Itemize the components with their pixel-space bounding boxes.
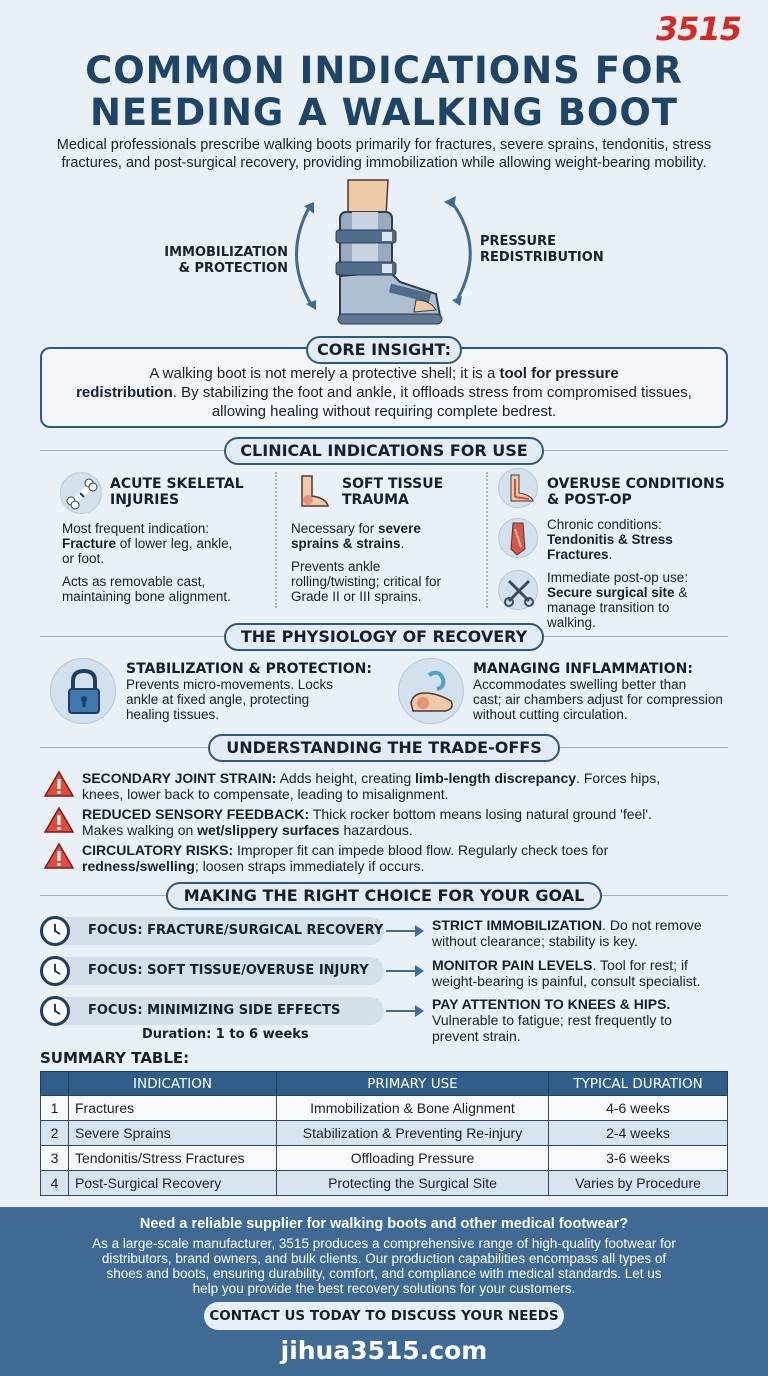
- page-title: [0, 50, 768, 134]
- tradeoff-2-text: Thick rocker bottom means losing natural ground 'feel'.: [309, 806, 652, 822]
- skeletal-title-1: ACUTE SKELETAL: [110, 476, 244, 492]
- arrow-icon: [386, 970, 422, 972]
- duration-note: Duration: 1 to 6 weeks: [142, 1027, 309, 1042]
- curved-arrow-icon: [296, 202, 316, 310]
- tradeoff-2-line-2c: hazardous.: [339, 822, 413, 838]
- intro-line-2: fractures, and post-surgical recovery, providing immobilization while allowing weight-bearing mobility.: [61, 155, 707, 171]
- bone-icon: [60, 472, 102, 514]
- tradeoff-item: [82, 806, 752, 838]
- soft-p1c: sprains & strains: [291, 536, 401, 551]
- overuse-p2c: &: [674, 585, 688, 600]
- tradeoff-3-text: Improper fit can impede blood flow. Regularly check toes for: [233, 842, 609, 858]
- table-cell: Tendonitis/Stress Fractures: [69, 1146, 277, 1171]
- advice-1-text: . Do not remove: [602, 917, 702, 933]
- tradeoff-3-title: CIRCULATORY RISKS:: [82, 842, 234, 858]
- column-separator: [275, 472, 277, 608]
- soft-p2b: rolling/twisting; critical for: [291, 574, 442, 589]
- column-header: [41, 1072, 69, 1096]
- focus-advice: [432, 996, 752, 1044]
- table-cell: 1: [41, 1096, 69, 1121]
- footer-heading: Need a reliable supplier for walking boots and other medical footwear?: [139, 1216, 629, 1232]
- overuse-p1c: Fractures: [547, 547, 609, 562]
- title-line-1: COMMON INDICATIONS FOR: [85, 49, 683, 92]
- soft-p1b: severe: [378, 521, 421, 536]
- stabilization-block: [126, 661, 396, 722]
- immobilization-label: [162, 245, 288, 277]
- soft-p2a: Prevents ankle: [291, 559, 381, 574]
- column-header: INDICATION: [69, 1072, 277, 1096]
- table-cell: 3: [41, 1146, 69, 1171]
- soft-p1d: .: [400, 536, 405, 551]
- inflammation-title: MANAGING INFLAMMATION:: [473, 661, 693, 677]
- core-text-1-bold: tool for pressure: [499, 365, 619, 382]
- immobilization-label-line-2: & PROTECTION: [178, 261, 288, 276]
- tradeoff-item: [82, 770, 752, 802]
- overuse-p1d: .: [608, 547, 613, 562]
- advice-3-bold: PAY ATTENTION TO KNEES & HIPS.: [432, 996, 671, 1012]
- table-header-row: [41, 1072, 728, 1096]
- soft-tissue-title: [342, 476, 443, 508]
- core-text-3: allowing healing without requiring complete bedrest.: [211, 403, 557, 420]
- table-cell: Offloading Pressure: [277, 1146, 549, 1171]
- soft-tissue-title-1: SOFT TISSUE: [342, 476, 444, 492]
- leg-muscle-icon: [498, 518, 538, 558]
- focus-bar: FOCUS: FRACTURE/SURGICAL RECOVERY: [48, 917, 384, 945]
- footer-line-1: As a large-scale manufacturer, 3515 produces a comprehensive range of high-quality footwear for: [92, 1236, 676, 1251]
- pressure-label-line-2: REDISTRIBUTION: [480, 250, 604, 265]
- core-text-1: A walking boot is not merely a protective shell; it is a: [149, 365, 500, 382]
- table-cell: Severe Sprains: [69, 1121, 277, 1146]
- pressure-label: [480, 234, 620, 266]
- tradeoff-1-line-2: knees, lower back to compensate, leading to misalignment.: [82, 786, 449, 802]
- tradeoff-2-line-2a: Makes walking on: [82, 822, 198, 838]
- clock-icon: [40, 956, 70, 986]
- soft-p1a: Necessary for: [291, 521, 379, 536]
- table-row: [41, 1096, 728, 1121]
- advice-2-text: . Tool for rest; if: [592, 957, 688, 973]
- footer-line-3: shoes and boots, ensuring durability, comfort, and compliance with medical standards. Let us: [106, 1266, 662, 1281]
- table-cell: 2: [41, 1121, 69, 1146]
- focus-advice: [432, 917, 752, 949]
- skeletal-p1c: of lower leg, ankle,: [116, 536, 233, 551]
- tradeoffs-heading: UNDERSTANDING THE TRADE-OFFS: [208, 734, 560, 762]
- tradeoff-item: [82, 842, 752, 874]
- inflammation-line-3: without cutting circulation.: [473, 707, 628, 722]
- warning-icon: [44, 806, 74, 834]
- foot-xray-icon: [498, 468, 538, 508]
- physiology-heading: THE PHYSIOLOGY OF RECOVERY: [224, 623, 544, 651]
- stabilization-title: STABILIZATION & PROTECTION:: [126, 661, 372, 677]
- overuse-title-1: OVERUSE CONDITIONS: [547, 476, 725, 492]
- inflamed-foot-icon: [398, 658, 464, 724]
- tradeoff-1-text: Adds height, creating: [276, 770, 416, 786]
- table-row: [41, 1146, 728, 1171]
- overuse-p2a: Immediate post-op use:: [547, 570, 689, 585]
- arrow-icon: [386, 930, 422, 932]
- stabilization-line-3: healing tissues.: [126, 707, 220, 722]
- core-text-2: . By stabilizing the foot and ankle, it offloads stress from compromised tissues,: [172, 384, 692, 401]
- overuse-text: [547, 517, 747, 630]
- table-cell: 4-6 weeks: [549, 1096, 728, 1121]
- core-text-2-bold: redistribution: [76, 384, 173, 401]
- table-row: [41, 1171, 728, 1196]
- focus-bar: FOCUS: SOFT TISSUE/OVERUSE INJURY: [48, 957, 384, 985]
- tradeoff-2-title: REDUCED SENSORY FEEDBACK:: [82, 806, 310, 822]
- advice-3-line-2: Vulnerable to fatigue; rest frequently to: [432, 1012, 672, 1028]
- footer-line-2: distributors, brand owners, and bulk clients. Our production capabilities encompass all types of: [101, 1251, 667, 1266]
- stabilization-line-1: Prevents micro-movements. Locks: [126, 677, 334, 692]
- table-cell: Protecting the Surgical Site: [277, 1171, 549, 1196]
- foot-icon: [292, 472, 332, 512]
- summary-heading: SUMMARY TABLE:: [40, 1049, 190, 1067]
- skeletal-p1b: Fracture: [62, 536, 117, 551]
- warning-icon: [44, 770, 74, 798]
- lock-icon: [50, 658, 116, 724]
- website-link[interactable]: jihua3515.com: [280, 1336, 488, 1365]
- inflammation-line-1: Accommodates swelling better than: [473, 677, 687, 692]
- skeletal-title-2: INJURIES: [110, 492, 180, 508]
- brand-logo: 3515: [656, 10, 742, 48]
- column-header: PRIMARY USE: [277, 1072, 549, 1096]
- stabilization-line-2: ankle at fixed angle, protecting: [126, 692, 310, 707]
- tradeoff-1-text-2: . Forces hips,: [576, 770, 661, 786]
- focus-bar: FOCUS: MINIMIZING SIDE EFFECTS: [48, 997, 384, 1025]
- core-insight-text: [50, 364, 718, 421]
- overuse-p2b: Secure surgical site: [547, 585, 675, 600]
- table-cell: 4: [41, 1171, 69, 1196]
- advice-3-line-3: prevent strain.: [432, 1028, 521, 1044]
- inflammation-line-2: cast; air chambers adjust for compression: [473, 692, 723, 707]
- table-cell: Immobilization & Bone Alignment: [277, 1096, 549, 1121]
- overuse-p1a: Chronic conditions:: [547, 517, 662, 532]
- intro-text: [24, 136, 744, 172]
- walking-boot-illustration: [290, 176, 480, 336]
- advice-1-bold: STRICT IMMOBILIZATION: [432, 917, 603, 933]
- tradeoff-2-line-2b: wet/slippery surfaces: [197, 822, 340, 838]
- contact-button[interactable]: CONTACT US TODAY TO DISCUSS YOUR NEEDS: [204, 1302, 564, 1330]
- column-separator: [486, 472, 488, 608]
- title-line-2: NEEDING A WALKING BOOT: [89, 91, 679, 134]
- skeletal-p1a: Most frequent indication:: [62, 521, 210, 536]
- soft-tissue-title-2: TRAUMA: [342, 492, 409, 508]
- core-insight-heading: CORE INSIGHT:: [306, 336, 462, 364]
- soft-tissue-text: [291, 521, 491, 604]
- curved-arrow-icon: [444, 196, 470, 306]
- skeletal-p1d: or foot.: [62, 551, 105, 566]
- focus-advice: [432, 957, 752, 989]
- warning-icon: [44, 842, 74, 870]
- table-cell: Varies by Procedure: [549, 1171, 728, 1196]
- overuse-title: [547, 476, 725, 508]
- overuse-p2d: manage transition to: [547, 600, 670, 615]
- footer-text: [44, 1236, 724, 1296]
- table-cell: Post-Surgical Recovery: [69, 1171, 277, 1196]
- skeletal-p2b: maintaining bone alignment.: [62, 589, 231, 604]
- column-header: TYPICAL DURATION: [549, 1072, 728, 1096]
- clock-icon: [40, 916, 70, 946]
- tradeoff-1-title: SECONDARY JOINT STRAIN:: [82, 770, 277, 786]
- inflammation-block: [473, 661, 753, 722]
- advice-1-line-2: without clearance; stability is key.: [432, 933, 638, 949]
- skeletal-p2a: Acts as removable cast,: [62, 574, 206, 589]
- overuse-p1b: Tendonitis & Stress: [547, 532, 673, 547]
- clock-icon: [40, 996, 70, 1026]
- tradeoff-1-bold: limb-length discrepancy: [415, 770, 577, 786]
- pressure-label-line-1: PRESSURE: [480, 234, 557, 249]
- table-cell: 2-4 weeks: [549, 1121, 728, 1146]
- table-row: [41, 1121, 728, 1146]
- footer-line-4: help you provide the best recovery solutions for your customers.: [192, 1281, 576, 1296]
- scissors-icon: [498, 570, 538, 610]
- skeletal-title: [110, 476, 244, 508]
- clinical-heading: CLINICAL INDICATIONS FOR USE: [224, 437, 544, 465]
- tradeoff-3-line-2b: redness/swelling: [82, 858, 195, 874]
- overuse-title-2: & POST-OP: [547, 492, 632, 508]
- choice-heading: MAKING THE RIGHT CHOICE FOR YOUR GOAL: [166, 882, 602, 910]
- arrow-icon: [386, 1010, 422, 1012]
- intro-line-1: Medical professionals prescribe walking boots primarily for fractures, severe sprains, tendonitis, stress: [56, 137, 712, 153]
- soft-p2c: Grade II or III sprains.: [291, 589, 422, 604]
- immobilization-label-line-1: IMMOBILIZATION: [164, 245, 288, 260]
- table-cell: Stabilization & Preventing Re-injury: [277, 1121, 549, 1146]
- skeletal-text: [62, 521, 270, 604]
- walking-boot-icon: [336, 180, 442, 324]
- overuse-p2e: walking.: [547, 615, 596, 630]
- table-cell: 3-6 weeks: [549, 1146, 728, 1171]
- summary-table: [40, 1071, 728, 1196]
- advice-2-bold: MONITOR PAIN LEVELS: [432, 957, 593, 973]
- table-cell: Fractures: [69, 1096, 277, 1121]
- advice-2-line-2: weight-bearing is painful, consult specialist.: [432, 973, 701, 989]
- tradeoff-3-line-2c: ; loosen straps immediately if occurs.: [194, 858, 425, 874]
